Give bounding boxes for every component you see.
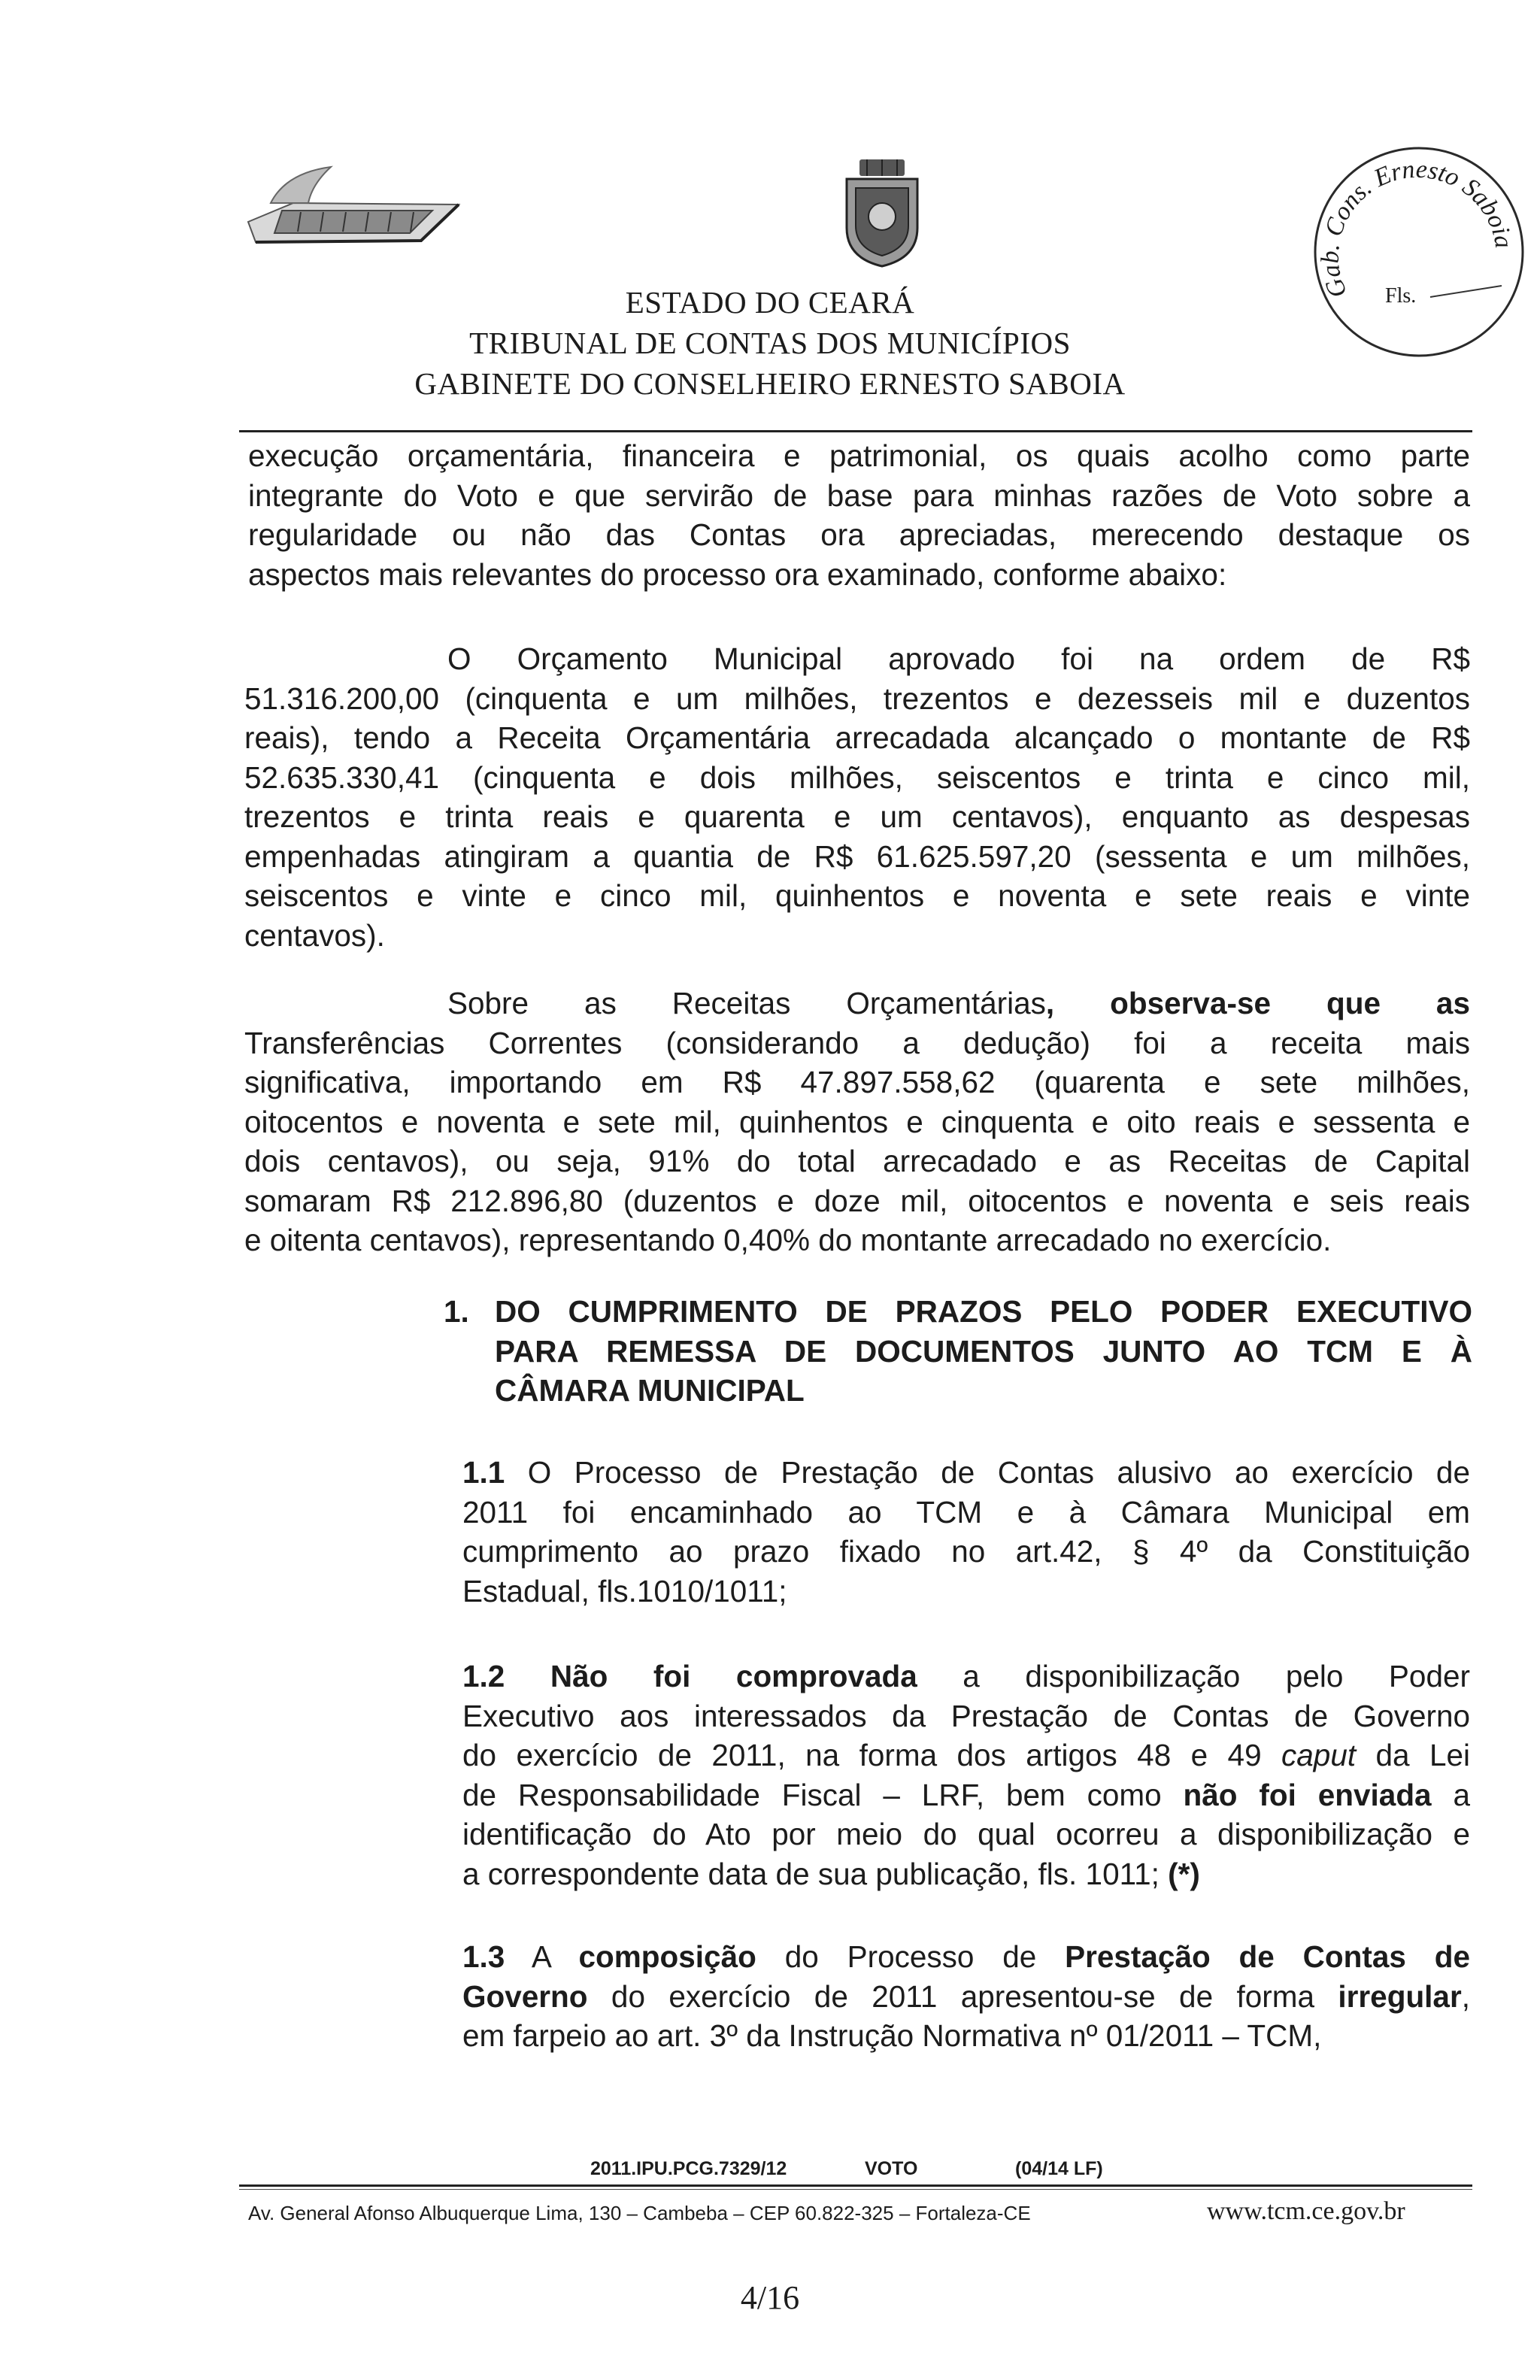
footer-divider bbox=[239, 2184, 1472, 2187]
emphasis-text: não foi enviada bbox=[1183, 1777, 1432, 1812]
text-line: trezentos e trinta reais e quarenta e um centavos), enquanto as despesas bbox=[244, 799, 1470, 834]
text-span: a disponibilização pelo Poder bbox=[962, 1659, 1470, 1693]
text-span: da Lei bbox=[1356, 1738, 1470, 1772]
text-line: significativa, importando em R$ 47.897.558,62 (quarenta e sete milhões, bbox=[244, 1065, 1470, 1099]
item-number: 1.2 bbox=[462, 1659, 505, 1693]
item-number: 1.3 bbox=[462, 1939, 505, 1974]
intro-paragraph bbox=[248, 436, 1470, 594]
text-line: Estadual, fls.1010/1011; bbox=[462, 1573, 787, 1608]
page-number: 4/16 bbox=[740, 2279, 800, 2316]
emphasis-text: Governo bbox=[462, 1978, 588, 2014]
text-span: de Responsabilidade Fiscal – LRF, bem como bbox=[462, 1777, 1184, 1812]
text-span: A bbox=[531, 1939, 579, 1974]
emphasis-text: (*) bbox=[1168, 1856, 1200, 1891]
page-ref: (04/14 LF) bbox=[1015, 2158, 1103, 2179]
coat-of-arms-icon bbox=[841, 156, 923, 269]
emphasis-text: Prestação de Contas de bbox=[1065, 1939, 1470, 1974]
section-number: 1. bbox=[444, 1294, 469, 1329]
text-line: em farpeio ao art. 3º da Instrução Normativa nº 01/2011 – TCM, bbox=[462, 2018, 1322, 2053]
text-line: somaram R$ 212.896,80 (duzentos e doze mil, oitocentos e noventa e seis reais bbox=[244, 1183, 1470, 1218]
text-line: oitocentos e noventa e sete mil, quinhentos e cinquenta e oito reais e sessenta e bbox=[244, 1104, 1470, 1139]
text-line: O Orçamento Municipal aprovado foi na ordem de R$ bbox=[447, 641, 1470, 676]
text-line: cumprimento ao prazo fixado no art.42, § 4º da Constituição bbox=[462, 1534, 1470, 1569]
text-line: O Processo de Prestação de Contas alusivo ao exercício de bbox=[527, 1455, 1470, 1490]
text-line: 51.316.200,00 (cinquenta e um milhões, trezentos e dezesseis mil e duzentos bbox=[244, 681, 1470, 716]
text-span: , bbox=[1461, 1978, 1470, 2014]
text-line: execução orçamentária, financeira e patrimonial, os quais acolho como parte bbox=[248, 438, 1470, 473]
revenue-rest: , observa-se que as bbox=[1045, 986, 1470, 1020]
italic-text: caput bbox=[1281, 1738, 1357, 1772]
stamp-text: Gab. Cons. Ernesto Saboia bbox=[1316, 155, 1518, 302]
budget-paragraph bbox=[244, 639, 1470, 955]
item-number: 1.1 bbox=[462, 1455, 505, 1490]
item-1-2 bbox=[462, 1657, 1470, 1893]
header-state: ESTADO DO CEARÁ bbox=[625, 285, 915, 320]
text-line: empenhadas atingiram a quantia de R$ 61.625.597,20 (sessenta e um milhões, bbox=[244, 838, 1470, 874]
text-line: centavos). bbox=[244, 917, 385, 953]
text-span: a bbox=[1431, 1777, 1470, 1812]
text-line: Transferências Correntes (considerando a dedução) foi a receita mais bbox=[244, 1025, 1470, 1060]
section-title-line: PARA REMESSA DE DOCUMENTOS JUNTO AO TCM E À bbox=[495, 1333, 1472, 1369]
header-divider bbox=[239, 430, 1472, 432]
section-title bbox=[495, 1292, 1472, 1411]
text-line: Executivo aos interessados da Prestação de Contas de Governo bbox=[462, 1698, 1470, 1733]
text-line: reais), tendo a Receita Orçamentária arrecadada alcançado o montante de R$ bbox=[244, 720, 1470, 755]
text-line: identificação do Ato por meio do qual ocorreu a disponibilização e bbox=[462, 1817, 1470, 1851]
text-line: dois centavos), ou seja, 91% do total arrecadado e as Receitas de Capital bbox=[244, 1144, 1470, 1178]
process-ref: 2011.IPU.PCG.7329/12 bbox=[590, 2158, 787, 2179]
header-court: TRIBUNAL DE CONTAS DOS MUNICÍPIOS bbox=[469, 326, 1071, 360]
item-1-1 bbox=[462, 1453, 1470, 1611]
revenue-lead: Sobre as Receitas Orçamentárias bbox=[447, 986, 1046, 1020]
text-line: regularidade ou não das Contas ora apreciadas, merecendo destaque os bbox=[248, 517, 1470, 552]
text-span: do exercício de 2011 apresentou-se de forma bbox=[587, 1978, 1338, 2014]
item-1-3 bbox=[462, 1937, 1470, 2056]
office-stamp bbox=[1310, 143, 1528, 361]
footer-address: Av. General Afonso Albuquerque Lima, 130 – Cambeba – CEP 60.822-325 – Fortaleza-CE bbox=[248, 2202, 1031, 2224]
revenue-paragraph bbox=[244, 984, 1470, 1260]
emphasis-text: composição bbox=[578, 1939, 756, 1974]
text-span: do exercício de 2011, na forma dos artigos 48 e 49 bbox=[462, 1738, 1282, 1772]
text-line: seiscentos e vinte e cinco mil, quinhentos e noventa e sete reais e vinte bbox=[244, 878, 1470, 913]
stamp-label: Fls. bbox=[1385, 284, 1417, 308]
footer-divider-thin bbox=[239, 2189, 1472, 2190]
text-line: integrante do Voto e que servirão de base para minhas razões de Voto sobre a bbox=[248, 478, 1470, 513]
section-title-line: DO CUMPRIMENTO DE PRAZOS PELO PODER EXECUTIVO bbox=[495, 1294, 1472, 1329]
footer-website[interactable]: www.tcm.ce.gov.br bbox=[1207, 2197, 1405, 2225]
emphasis-text: Não foi comprovada bbox=[550, 1659, 917, 1693]
text-span: a correspondente data de sua publicação, fls. 1011; bbox=[462, 1856, 1169, 1891]
doc-type: VOTO bbox=[865, 2158, 918, 2179]
text-line: 2011 foi encaminhado ao TCM e à Câmara Municipal em bbox=[462, 1494, 1470, 1530]
text-line: aspectos mais relevantes do processo ora examinado, conforme abaixo: bbox=[248, 556, 1227, 592]
section-title-line: CÂMARA MUNICIPAL bbox=[495, 1373, 805, 1408]
text-line: 52.635.330,41 (cinquenta e dois milhões, seiscentos e trinta e cinco mil, bbox=[244, 759, 1470, 795]
text-line: e oitenta centavos), representando 0,40% do montante arrecadado no exercício. bbox=[244, 1223, 1332, 1257]
building-logo bbox=[241, 158, 466, 256]
header-office: GABINETE DO CONSELHEIRO ERNESTO SABOIA bbox=[414, 366, 1126, 401]
emphasis-text: irregular bbox=[1338, 1978, 1462, 2014]
text-span: do Processo de bbox=[756, 1939, 1066, 1974]
